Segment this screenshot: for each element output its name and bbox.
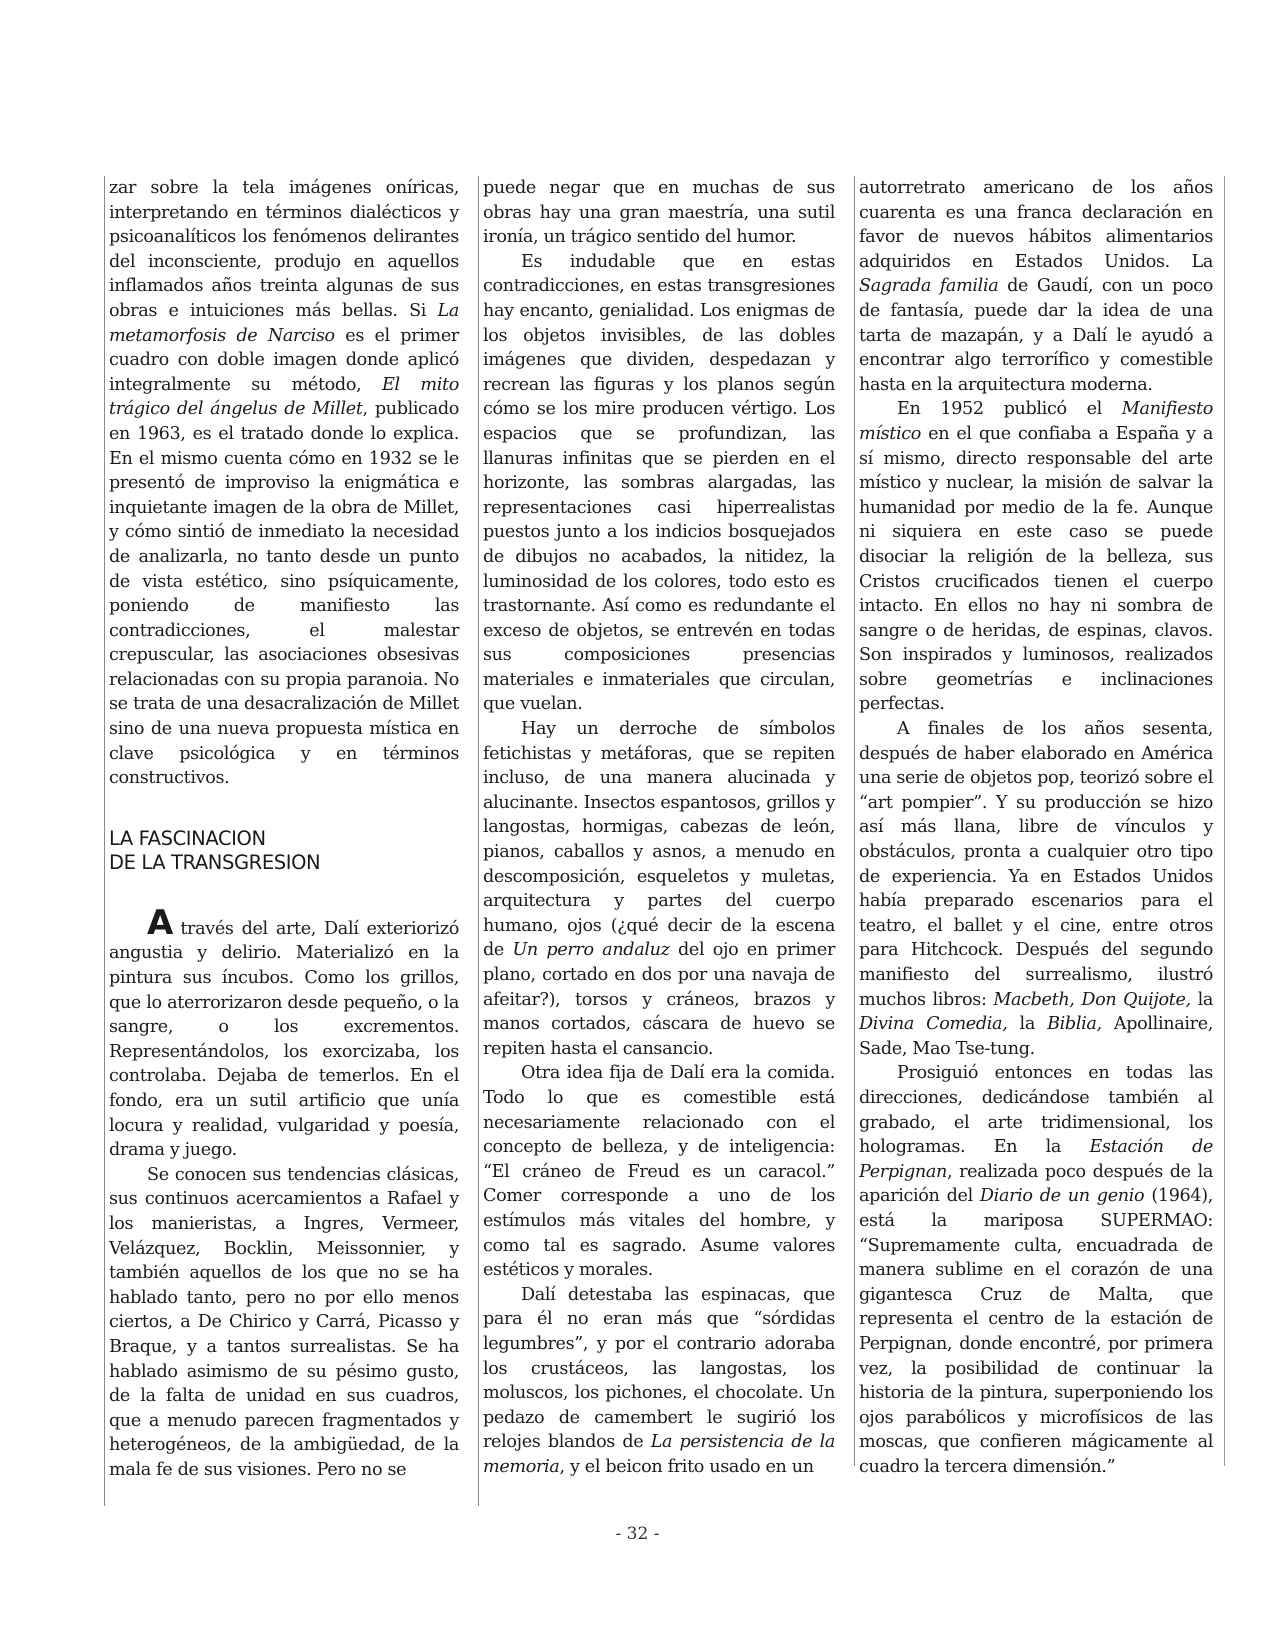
paragraph: A finales de los años sesenta, después de haber elaborado en América una serie de objetos pop, teorizó sobre el “art pompier”. Y su producción se hizo así más llana, libre de vínculos y obstáculos, pronta a cualquier otro tipo de experiencia. Ya en Estados Unidos había preparado escenarios para el teatro, el ballet y el cine, entre otros para Hitchcock. Después del segundo manifiesto del surrealismo, ilustró muchos libros: Macbeth, Don Quijote, la Divina Comedia, la Biblia, Apollinaire, Sade, Mao Tse-tung. (859, 719, 1214, 1059)
text-column-3 (854, 176, 1214, 1477)
paragraph: Dalí detestaba las espinacas, que para él no eran más que “sórdidas legumbres”, y por el contrario adoraba los crustáceos, las langostas, los moluscos, los pichones, el chocolate. Un pedazo de camembert le sugirió los relojes blandos de La persistencia de la memoria, y el beicon frito usado en un (483, 1284, 835, 1477)
text-column-1 (104, 176, 459, 1506)
work-title: Biblia, (1047, 1014, 1102, 1035)
work-title: Estación de Perpignan (859, 1137, 1213, 1182)
work-title: Un perro andaluz (512, 940, 670, 961)
paragraph: puede negar que en muchas de sus obras hay una gran maestría, una sutil ironía, un trágico sentido del humor. (483, 178, 835, 248)
paragraph: Se conocen sus tendencias clásicas, sus continuos acercamientos a Rafael y los manieristas, a Ingres, Vermeer, Velázquez, Bocklin, Meissonnier, y también aquellos de los que no se ha hablado tanto, pero no por ello menos ciertos, a De Chirico y Carrá, Picasso y Braque, y a tantos surrealistas. Se ha hablado asimismo de su pésimo gusto, de la falta de unidad en sus cuadros, que a menudo parecen fragmentados y heterogéneos, de la ambigüedad, de la mala fe de sus visiones. Pero no se (109, 1164, 459, 1480)
paragraph: zar sobre la tela imágenes oníricas, interpretando en términos dialécticos y psicoanalíticos los fenómenos delirantes del inconsciente, produjo en aquellos inflamados años treinta algunas de sus obras e intuiciones más bellas. Si La metamorfosis de Narciso es el primer cuadro con doble imagen donde aplicó integralmente su método, El mito trágico del ángelus de Millet, publicado en 1963, es el tratado donde lo explica. En el mismo cuenta cómo en 1932 se le presentó de improviso la enigmática e inquietante imagen de la obra de Millet, y cómo sintió de inmediato la necesidad de analizarla, no tanto desde un punto de vista estético, sino psíquicamente, poniendo de manifiesto las contradicciones, el malestar crepuscular, las asociaciones obsesivas relacionadas con su propia paranoia. No se trata de una desacralización de Millet sino de una nueva propuesta mística en clave psicológica y en términos constructivos. (109, 178, 459, 789)
section-heading: LA FASCINACION DE LA TRANSGRESION (109, 826, 321, 874)
paragraph: Prosiguió entonces en todas las direcciones, dedicándose también al grabado, el arte tridimensional, los hologramas. En la Estación de Perpignan, realizada poco después de la aparición del Diario de un genio (1964), está la mariposa SUPERMAO: “Supremamente culta, encuadrada de manera sublime en el corazón de una gigantesca Cruz de Malta, que representa el centro de la estación de Perpignan, donde encontré, por primera vez, la posibilidad de continuar la historia de la pintura, superponiendo los ojos parabólicos y microfísicos de las moscas, que confieren mágicamente al cuadro la tercera dimensión.” (859, 1063, 1213, 1477)
paragraph: autorretrato americano de los años cuarenta es una franca declaración en favor de nuevos hábitos alimentarios adquiridos en Estados Unidos. La Sagrada familia de Gaudí, con un poco de fantasía, puede dar la idea de una tarta de mazapán, y a Dalí le ayudó a encontrar algo terrorífico y comestible hasta en la arquitectura moderna. (859, 178, 1213, 395)
paragraph: Otra idea fija de Dalí era la comida. Todo lo que es comestible está necesariamente relacionado con el concepto de belleza, y de inteligencia: “El cráneo de Freud es un caracol.” Comer corresponde a uno de los estímulos más vitales del hombre, y como tal es sagrado. Asume valores estéticos y morales. (483, 1063, 835, 1281)
work-title: Manifiesto místico (859, 399, 1213, 444)
paragraph: Hay un derroche de símbolos fetichistas y metáforas, que se repiten incluso, de una manera alucinada y alucinante. Insectos espantosos, grillos y langostas, hormigas, cabezas de león, pianos, caballos y asnos, a menudo en descomposición, esqueletos y muletas, arquitectura y partes del cuerpo humano, ojos (¿qué decir de la escena de Un perro andaluz del ojo en primer plano, cortado en dos por una navaja de afeitar?), torsos y cráneos, brazos y manos cortados, cáscara de huevo se repiten hasta el cansancio. (483, 719, 836, 1059)
work-title: El mito trágico del ángelus de Millet (109, 374, 459, 420)
work-title: Diario de un genio (979, 1186, 1145, 1207)
text-column-2 (478, 176, 835, 1506)
paragraph: Es indudable que en estas contradicciones, en estas transgresiones hay encanto, genialidad. Los enigmas de los objetos invisibles, de las dobles imágenes que dividen, despedazan y recrean las figuras y los planos según cómo se los mire producen vértigo. Los espacios que se profundizan, las llanuras infinitas que se pierden en el horizonte, las sombras alargadas, las representaciones casi hiperrealistas puestos junto a los indicios bosquejados de dibujos no acabados, la nitidez, la luminosidad de los colores, todo esto es trastornante. Así como es redundante el exceso de objetos, se entrevén en todas sus composiciones presencias materiales e inmateriales que circulan, que vuelan. (483, 251, 835, 715)
paragraph: A través del arte, Dalí exteriorizó angustia y delirio. Materializó en la pintura sus íncubos. Como los grillos, que lo aterrorizaron desde pequeño, o la sangre, o los excrementos. Representándolos, los exorcizaba, los controlaba. Dejaba de temerlos. En el fondo, era un sutil artificio que unía locura y realidad, vulgaridad y poesía, drama y juego. (109, 902, 459, 1161)
drop-cap: A (147, 902, 173, 943)
paragraph: En 1952 publicó el Manifiesto místico en el que confiaba a España y a sí mismo, directo responsable del arte místico y nuclear, la misión de salvar la humanidad por medio de la fe. Aunque ni siquiera en este caso se puede disociar la religión de la belleza, sus Cristos crucificados tienen el cuerpo intacto. En ellos no hay ni sombra de sangre o de heridas, de espinas, clavos. Son inspirados y luminosos, realizados sobre geometrías e inclinaciones perfectas. (859, 399, 1213, 715)
page-number: - 32 - (615, 1524, 660, 1544)
work-title: Macbeth, Don Quijote, (993, 989, 1191, 1010)
column-rule (1224, 176, 1225, 1466)
work-title: Divina Comedia, (859, 1014, 1008, 1035)
work-title: Sagrada familia (859, 276, 999, 297)
work-title: La metamorfosis de Narciso (109, 300, 459, 346)
work-title: La persistencia de la memoria (483, 1432, 835, 1477)
